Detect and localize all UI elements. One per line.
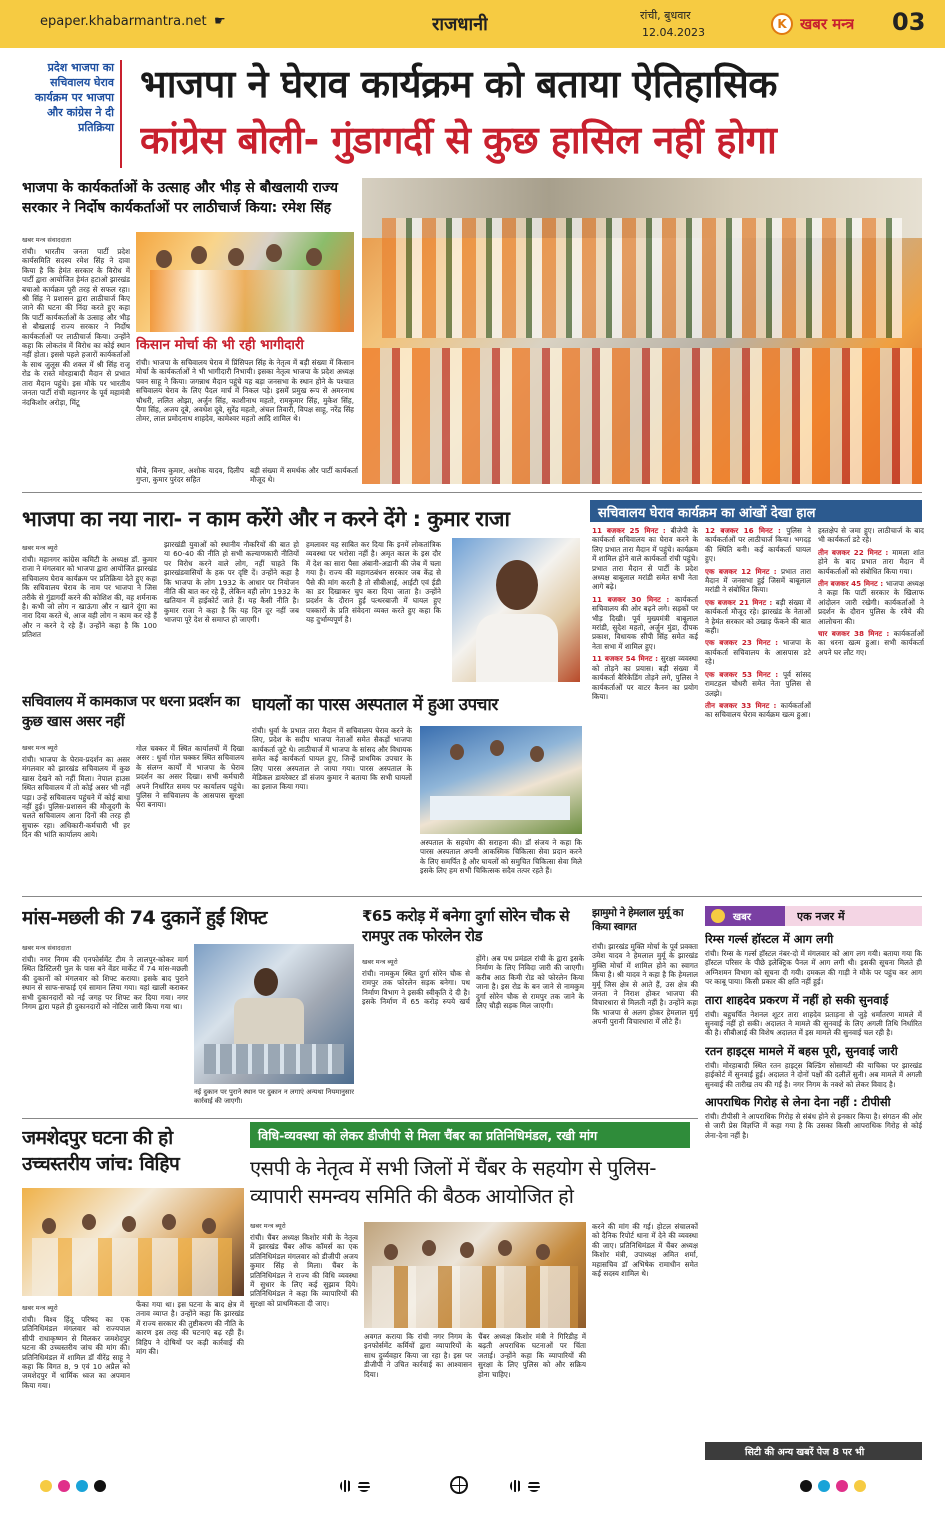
lead-headline-2: कांग्रेस बोली- गुंडागर्दी से कुछ हासिल नहीं होगा [140, 118, 777, 162]
registration-marks-right [800, 1478, 920, 1494]
page-number: 03 [892, 8, 926, 36]
story2-headline: भाजपा का नया नारा- न काम करेंगे और न करने देंगे : कुमार राजा [22, 507, 510, 531]
kisan-box: किसान मोर्चा की भी रही भागीदारी रांची। भाजपा के सचिवालय घेराव में प्रिंसिपल सिंह के नेतृत्व में बड़ी संख्या में किसान मोर्चा के कार्यकर्ताओं ने भी भागीदारी निभायी। इसका नेतृत्व भाजपा के प्रदेश अध्यक्ष पवन साहू ने किया। जगन्नाथ मैदान पहुंचे यह बड़ा जनसभा के स्थान होने के पश्चात सचिवालय घेराव के लिए पैदल मार्च में निकल पड़े। इसमें प्रमुख रूप से अमरनाथ चौधरी, ललित ओझा, अर्जुन सिंह, काशीनाथ महतो, रामकुमार सिंह, मुकेश सिंह, पैगा सिंह, अजय दूबे, अवधेश दूबे, सुरेंद्र महतो, अंचल तिवारी, विपक्ष साहू, नरेंद्र सिंह तोमर, लाल प्रमोदनाथ शाहदेव, कामेश्वर महतो आदि शामिल थे। [136, 337, 354, 424]
timeline-time: तीन बजकर 45 मिनट : [818, 579, 886, 589]
eyewitness-banner: सचिवालय घेराव कार्यक्रम का आंखों देखा हाल [590, 500, 922, 522]
section-title: राजधानी [432, 14, 488, 35]
registration-marks-mid [340, 1478, 410, 1494]
eyewitness-col1 [592, 526, 698, 876]
story9-banner: विधि-व्यवस्था को लेकर डीजीपी से मिला चैंबर का प्रतिनिधिमंडल, रखी मांग [250, 1122, 690, 1148]
glance-item[interactable] [705, 1044, 922, 1089]
story5-body: खबर मन्त्र संवाददाता रांची। नगर निगम की एनफोर्समेंट टीम ने लालपुर-कोकर मार्ग स्थित डिस्टिलरी पुल के पास बने वेंडर मार्केट में 74 मांस-मछली की दुकानों को मंगलवार को शिफ्ट कराया। इसके बाद पुराने स्थान से साफ-सफाई एवं सामान लिया गया। यहां खाली कराकर सभी दुकानदारों को नई जगह पर शिफ्ट कर दिया गया। नगर निगम द्वारा पहले ही दुकानदारों को नोटिस जारी किया गया था। [22, 944, 188, 1012]
story3-headline: सचिवालय में कामकाज पर धरना प्रदर्शन का कुछ खास असर नहीं [22, 694, 240, 730]
brand-name: खबर मन्त्र [800, 15, 855, 33]
glance-item-title: तारा शाहदेव प्रकरण में नहीं हो सकी सुनवाई [705, 992, 889, 1007]
lead-kicker: प्रदेश भाजपा का सचिवालय घेराव कार्यक्रम पर भाजपा और कांग्रेस ने दी प्रतिक्रिया [22, 60, 122, 168]
timeline-entry [818, 526, 924, 545]
glance-banner: खबर एक नजर में [705, 906, 922, 926]
story5-headline: मांस-मछली की 74 दुकानें हुईं शिफ्ट [22, 907, 267, 929]
lead-headline-1: भाजपा ने घेराव कार्यक्रम को बताया ऐतिहासिक [140, 62, 777, 106]
story6-body: खबर मन्त्र ब्यूरो रांची। नामकुम स्थित दुर्गा सोरेन चौक से रामपुर तक फोरलेन सड़क बनेगा। पथ निर्माण विभाग ने इसकी स्वीकृति दे दी है। इसके निर्माण में 65 करोड़ रुपये खर्च होंगे। अब पथ प्रमंडल रांची के द्वारा इसके निर्माण के लिए निविदा जारी की जाएगी। करीब आठ किमी रोड को फोरलेन किया जाना है। इस रोड के बन जाने से नामकुम दुर्गा सोरेन चौक से रामपुर तक जाने के लिए चौड़ी सड़क मिल जाएगी। [362, 954, 584, 1011]
crowd-march-photo [362, 178, 922, 484]
vhp-governor-photo [22, 1188, 244, 1296]
glance-more[interactable]: सिटी की अन्य खबरें पेज 8 पर भी [705, 1442, 922, 1460]
glance-item-body: रांची। रिम्स के गर्ल्स हॉस्टल नंबर-दो में मंगलवार को आग लग गयी। बताया गया कि हॉस्टल परिसर के पीछे इलेक्ट्रिक पैनल में आग लगी थी। इसकी सूचना मिलते ही अग्निशमन विभाग को सूचना दी गयी। दमकल की गाड़ी ने मौके पर पहुंच कर आग पर काबू पाया। किसी प्रकार की क्षति नहीं हुई। [705, 949, 922, 987]
timeline-text: पूर्व सांसद रामटहल चौधरी समेत नेता पुलिस से उलझे। [705, 669, 811, 698]
timeline-time: 11 बजकर 30 मिनट : [592, 594, 675, 604]
timeline-text: कार्यकर्ता सचिवालय की ओर बढ़ने लगे। सड़कों पर भीड़ दिखी। पूर्व मुख्यमंत्री बाबूलाल मरांडी, सुदेश महतो, अर्जुन मुंडा, दीपक प्रकाश, विधायक सीपी सिंह समेत कई नेता सभा में शामिल हुए। [592, 594, 698, 651]
story6-headline: ₹65 करोड़ में बनेगा दुर्गा सोरेन चौक से रामपुर तक फोरलेन रोड [362, 907, 569, 945]
story2-col1: खबर मन्त्र ब्यूरो रांची। महानगर कांग्रेस कमिटी के अध्यक्ष डॉ. कुमार राजा ने मंगलवार को भाजपा द्वारा आयोजित झारखंड सचिवालय घेराव कार्यक्रम पर प्रतिक्रिया देते हुए कहा कि सचिवालय घेराव के नाम पर भाजपा ने जिस तरीके से गुंडागर्दी करने की कोशिश की, वह शर्मनाक है। कभी जो लोग न खाऊंगा और न खाने दूंगा का नारा दिया करते थे, आज वही लोग न काम कर रहे हैं और न करने दे रहे हैं। उन्होंने कहा है कि 100 प्रतिशत [22, 544, 157, 640]
timeline-entry [705, 701, 811, 720]
story3-col2: गोल चक्कर में स्थित कार्यालयों में दिखा असर : धुर्वा गोल चक्कर स्थित सचिवालय के संलग्न कार्यों में भाजपा के घेराव प्रदर्शन का असर दिखा। सभी कर्मचारी अपने निर्धारित समय पर कार्यालय पहुंचे। पुलिस ने सचिवालय के आसपास सुरक्षा घेरा बनाया। [136, 744, 244, 810]
story4-col1: रांची। धुर्वा के प्रभात तारा मैदान में सचिवालय घेराव करने के लिए, प्रदेश के सदीप भाजपा नेताओं समेत सैकड़ों भाजपा कार्यकर्ता जुटे थे। लाठीचार्ज में भाजपा के सांसद और विधायक समेत कई कार्यकर्ता घायल हुए, जिन्हें प्राथमिक उपचार के लिए पारस अस्पताल ले जाया गया। पारस अस्पताल के मेडिकल डायरेक्टर डॉ संजय कुमार ने बताया कि सभी घायलों का इलाज किया गया। [252, 726, 412, 792]
timeline-time: एक बजकर 21 मिनट : [705, 597, 776, 607]
story9-col1: खबर मन्त्र ब्यूरो रांची। चैंबर अध्यक्ष किशोर मंत्री के नेतृत्व में झारखंड चैंबर ऑफ कॉमर्स का एक प्रतिनिधिमंडल मंगलवार को डीजीपी अजय कुमार सिंह से मिला। चैंबर के प्रतिनिधिमंडल ने राज्य की विधि व्यवस्था में सुधार के लिए कई सुझाव दिये। प्रतिनिधिमंडल ने कहा कि व्यापारियों की सुरक्षा को प्राथमिकता दी जाए। [250, 1222, 358, 1308]
timeline-time: तीन बजकर 22 मिनट : [818, 547, 893, 557]
edition-date: 12.04.2023 [642, 26, 705, 39]
timeline-text: प्रभात तारा मैदान में जनसभा हुई जिसमें बाबूलाल मरांडी ने संबोधित किया। [705, 566, 811, 595]
kumar-raja-photo [452, 538, 580, 682]
timeline-entry [705, 598, 811, 636]
eyewitness-col2 [705, 526, 811, 876]
story8-headline-1: जमशेदपुर घटना की हो [22, 1127, 173, 1149]
story5-caption: नई दुकान पर पुराने स्थान पर दुकान न लगाएं अन्यथा नियमानुसार कार्रवाई की जाएगी। [194, 1088, 354, 1106]
story9-headline: एसपी के नेतृत्व में सभी जिलों में चैंबर के सहयोग से पुलिस-व्यापारी समन्वय समिति की बैठक आयोजित हो [250, 1156, 656, 1208]
timeline-entry [705, 638, 811, 666]
timeline-time: एक बजकर 12 मिनट : [705, 566, 781, 576]
timeline-text: भाजपा के कार्यकर्ता सचिवालय के आसपास डटे रहे। [705, 638, 811, 667]
lead-subheadline: भाजपा के कार्यकर्ताओं के उत्साह और भीड़ से बौखलायी राज्य सरकार ने निर्दोष कार्यकर्ताओं पर लाठीचार्ज किया: रमेश सिंह [22, 180, 339, 216]
glance-item-body: रांची। मोरहाबादी स्थित रतन हाइट्स बिल्डिंग सोसायटी की याचिका पर झारखंड हाईकोर्ट में सुनवाई हुई। अदालत ने दोनों पक्षों की दलीलें सुनी। अब मामले में अगली सुनवाई की तारीख तय की गई है। नगर निगम के नक्शे को लेकर विवाद है। [705, 1060, 922, 1089]
timeline-entry [592, 654, 698, 701]
city-day: रांची, बुधवार [640, 9, 691, 22]
story2-col3: हमलावर यह साबित कर दिया कि इनमें लोकतांत्रिक व्यवस्था पर भरोसा नहीं है। अमृत काल के इस दौर में देश का सारा पैसा अंबानी-अडानी की जेब में चला गया है। राज्य की महागठबंधन सरकार जब केंद्र से पैसे की मांग करती है तो सीबीआई, आईटी एवं ईडी का डर दिखाकर चुप करा दिया जाता है। उन्होंने प्रदर्शन के दौरान हुई पत्थरबाजी में घायल हुए पत्रकारों के प्रति संवेदना व्यक्त करते हुए कहा कि यह दुर्भाग्यपूर्ण है। [306, 540, 441, 625]
timeline-text: पुलिस ने कार्यकर्ताओं पर लाठीचार्ज किया। भगदड़ की स्थिति बनी। कई कार्यकर्ता घायल हुए। [705, 526, 811, 564]
timeline-time: 12 बजकर 16 मिनट : [705, 526, 787, 535]
glance-item-body: रांची। बहुचर्चित नेशनल शूटर तारा शाहदेव प्रताड़ना से जुड़े धर्मांतरण मामले में सुनवाई नहीं हो सकी। अदालत ने मामले की सुनवाई के लिए अगली तिथि निर्धारित की है। सीबीआई की विशेष अदालत में इस मामले की सुनवाई चल रही है। [705, 1009, 922, 1038]
timeline-entry [705, 670, 811, 698]
story2-col2: झारखंडी युवाओं को स्थानीय नौकरियों की बात हो या 60-40 की नीति हो सभी कल्याणकारी नीतियों पर विरोध करने वाले लोग, नहीं चाहते कि झारखंडवासियों के हक पर दृष्टि दें। उन्होंने कहा है कि भाजपा के लोग 1932 के आधार पर नियोजन नीति की बात कर रहे हैं, लेकिन वही लोग 1932 के खतियान में हाईकोर्ट जाते हैं। यह कैसी नीति है। कुमार राजा ने कहा है कि यह दिन दूर नहीं जब भाजपा पूरे देश से समाप्त हो जाएगी। [164, 540, 299, 625]
story7-body: रांची। झारखंड मुक्ति मोर्चा के पूर्व प्रवक्ता उमेश यादव ने हेमलाल मुर्मू के झारखंड मुक्ति मोर्चा में शामिल होने का स्वागत किया है। श्री यादव ने कहा है कि हेमलाल मुर्मू जिस क्षेत्र से आते हैं, उस क्षेत्र की जनता ने निराश होकर भाजपा की विचारधारा से मिलती नहीं है। उन्होंने कहा कि भाजपा से अलग होकर हेमलाल मुर्मू अपनी पुरानी विचारधारा में लौटे हैं। [592, 942, 698, 1027]
registration-marks-mid2 [510, 1478, 580, 1494]
crosshair-icon [450, 1476, 468, 1494]
timeline-text: मामला शांत होने के बाद प्रभात तारा मैदान में कार्यकर्ताओं को संबोधित किया गया। [818, 547, 924, 576]
lead-body: खबर मन्त्र संवाददाता रांची। भारतीय जनता पार्टी प्रदेश कार्यसमिति सदस्य रमेश सिंह ने दावा किया है कि हेमंत सरकार के विरोध में पार्टी द्वारा आयोजित हेमंत हटाओ झारखंड बचाओ कार्यक्रम पूरी तरह से सफल रहा। श्री सिंह ने प्रशासन द्वारा लाठीचार्ज किए जाने की घटना की निंदा करते हुए कहा कि पार्टी कार्यकर्ताओं के उत्साह और भीड़ से बौखलाई राज्य सरकार ने निर्दोष कार्यकर्ताओं पर लाठीचार्ज किया। उन्होंने कहा कि लोकतंत्र में विरोध का कोई स्थान नहीं होता। इससे पहले हजारों कार्यकर्ताओं के साथ जुलूस की शक्ल में श्री सिंह राजू रोड के रास्ते मोरहाबादी मैदान से प्रभात तारा मैदान पहुंचे। इस मौके पर भारतीय जनता पार्टी रांची महानगर के पूर्व महामंत्री नंदकिशोर अरोड़ा, मिंटू [22, 236, 130, 407]
timeline-time: एक बजकर 23 मिनट : [705, 638, 783, 648]
story3-col1: खबर मन्त्र ब्यूरो रांची। भाजपा के घेराव-प्रदर्शन का असर मंगलवार को झारखंड सचिवालय में कुछ खास देखने को नहीं मिला। नेपाल हाउस स्थित सचिवालय में तो कोई असर भी नहीं पड़ा। उन्हें सचिवालय पहुंचने में कोई बाधा नहीं हुई। पुलिस-प्रशासन की मौजूदगी के चलते सचिवालय आना दिनों की तरह ही सुचारू रहा। अधिकारी-कर्मचारी भी हर दिन की भांति कार्यालय आये। [22, 744, 130, 840]
timeline-entry [818, 548, 924, 576]
timeline-text: सुरक्षा व्यवस्था को तोड़ने का प्रयास। बड़ी संख्या में कार्यकर्ता बैरिकेडिंग तोड़ने लगे, पुलिस ने कार्यकर्ताओं पर वाटर कैनन का प्रयोग किया। [592, 654, 698, 701]
timeline-text: कार्यकर्ताओं का धरना खत्म हुआ। सभी कार्यकर्ता अपने घर लौट गए। [818, 629, 924, 657]
timeline-time: 11 बजकर 25 मिनट : [592, 526, 671, 535]
story8-col2: फेंका गया था। इस घटना के बाद क्षेत्र में तनाव व्याप्त है। उन्होंने कहा कि झारखंड में राज्य सरकार की तुष्टीकरण की नीति के कारण इस तरह की घटनाएं बढ़ रही हैं। विहिप ने दोषियों पर कड़ी कार्रवाई की मांग की। [136, 1300, 244, 1357]
eyewitness-col3 [818, 526, 924, 876]
timeline-text: कार्यकर्ताओं का सचिवालय घेराव कार्यक्रम खत्म हुआ। [705, 700, 811, 720]
timeline-text: बीजेपी के कार्यकर्ता सचिवालय का घेराव करने के लिए प्रभात तारा मैदान में पहुंचे। कार्यक्रम में शामिल होने वाले कार्यकर्ता रांची पहुंचे। प्रभात तारा मैदान से पार्टी के प्रदेश अध्यक्ष बाबूलाल मरांडी समेत सभी नेता आगे बढ़े। [592, 526, 698, 592]
story9-col4: करने की मांग की गई। होटल संचालकों को दैनिक रिपोर्ट थाना में देने की व्यवस्था की जाए। प्रतिनिधिमंडल में चैंबर अध्यक्ष किशोर मंत्री, उपाध्यक्ष अमित शर्मा, महासचिव डॉ अभिषेक रामाधीन समेत कई सदस्य शामिल थे। [592, 1222, 698, 1279]
story9-col2: अवगत कराया कि रांची नगर निगम के इनफोर्समेंट कर्मियों द्वारा व्यापारियों के साथ दुर्व्यवहार किया जा रहा है। इस पर डीजीपी ने उचित कार्रवाई का आश्वासन दिया। [364, 1332, 472, 1379]
story9-col3: चैंबर अध्यक्ष किशोर मंत्री ने गिरिडीह में बढ़ती अपराधिक घटनाओं पर चिंता जताई। उन्होंने कहा कि व्यापारियों की सुरक्षा के लिए पुलिस को और सक्रिय होना चाहिए। [478, 1332, 586, 1379]
glance-item[interactable] [705, 993, 922, 1038]
story8-col1: खबर मन्त्र ब्यूरो रांची। विश्व हिंदू परिषद का एक प्रतिनिधिमंडल मंगलवार को राज्यपाल सीपी राधाकृष्णन से मिलकर जमशेदपुर घटना की उच्चस्तरीय जांच की मांग की। प्रतिनिधिमंडल में शामिल डॉ वीरेंद्र साहू ने कहा कि विगत 8, 9 एवं 10 अप्रैल को जमशेदपुर में धार्मिक ध्वज का अपमान किया गया। [22, 1304, 130, 1390]
timeline-entry [818, 579, 924, 626]
timeline-list [705, 526, 811, 720]
bjp-leaders-photo [136, 232, 354, 332]
timeline-list [818, 526, 924, 657]
glance-item[interactable] [705, 1095, 922, 1140]
story4-col2: अस्पताल के सहयोग की सराहना की। डॉ संजय ने कहा कि पारस अस्पताल अपनी आकस्मिक चिकित्सा सेवा प्रदान करने के लिए समर्पित है और घायलों को समुचित चिकित्सा सेवा मिले इसके लिए हम सभी चिकित्सक सदैव तत्पर रहते हैं। [420, 838, 582, 876]
timeline-list [592, 526, 698, 701]
hospital-visit-photo [420, 726, 582, 834]
glance-list [705, 932, 922, 1452]
glance-item-title: रतन हाइट्स मामले में बहस पूरी, सुनवाई जारी [705, 1043, 898, 1058]
timeline-entry [592, 595, 698, 651]
timeline-entry [818, 629, 924, 657]
timeline-time: तीन बजकर 33 मिनट : [705, 700, 781, 710]
brand-logo-icon [711, 909, 725, 923]
chamber-dgp-photo [364, 1222, 586, 1328]
glance-item-title: आपराधिक गिरोह से लेना देना नहीं : टीपीसी [705, 1095, 891, 1110]
glance-item-title: रिम्स गर्ल्स हॉस्टल में आग लगी [705, 932, 834, 946]
story8-headline-2: उच्चस्तरीय जांच: विहिप [22, 1153, 180, 1175]
timeline-time: चार बजकर 38 मिनट : [818, 629, 894, 639]
registration-marks-left [40, 1478, 160, 1494]
masthead [0, 0, 945, 48]
timeline-time: एक बजकर 53 मिनट : [705, 669, 783, 679]
brand-logo-icon: K [771, 13, 793, 35]
timeline-text: बड़ी संख्या में कार्यकर्ता मौजूद रहे। झारखंड के नेताओं ने हेमंत सरकार को उखाड़ फेंकने की बात कही। [705, 597, 811, 636]
story4-headline: घायलों का पारस अस्पताल में हुआ उपचार [252, 695, 498, 715]
site-url[interactable]: epaper.khabarmantra.net [40, 14, 207, 29]
timeline-entry [705, 526, 811, 564]
fish-market-photo [194, 944, 354, 1084]
timeline-text: भाजपा अध्यक्ष ने कहा कि पार्टी सरकार के खिलाफ आंदोलन जारी रखेगी। कार्यकर्ताओं ने प्रदर्शन के दौरान पुलिस के रवैये की आलोचना की। [818, 579, 924, 626]
cursor-icon: ☛ [214, 14, 226, 29]
glance-item[interactable] [705, 932, 922, 987]
glance-tab: खबर [705, 906, 785, 926]
timeline-entry [592, 526, 698, 592]
timeline-time: 11 बजकर 54 मिनट : [592, 654, 661, 664]
timeline-entry [705, 567, 811, 595]
story7-headline: झामुमो ने हेमलाल मुर्मू का किया स्वागत [592, 907, 684, 933]
timeline-text: हस्तक्षेप से जमा हुए। लाठीचार्ज के बाद भी कार्यकर्ता डटे रहे। [818, 526, 924, 545]
lead-caption-row: चौबे, विनय कुमार, अशोक यादव, दिलीप गुप्ता, कुमार पुरंदर सहित बड़ी संख्या में समर्थक और पार्टी कार्यकर्ता मौजूद थे। [136, 466, 358, 485]
glance-item-body: रांची। टीपीसी ने आपराधिक गिरोह से संबंध होने से इनकार किया है। संगठन की ओर से जारी प्रेस विज्ञप्ति में कहा गया है कि उसका किसी आपराधिक गिरोह से कोई लेना-देना नहीं है। [705, 1112, 922, 1140]
